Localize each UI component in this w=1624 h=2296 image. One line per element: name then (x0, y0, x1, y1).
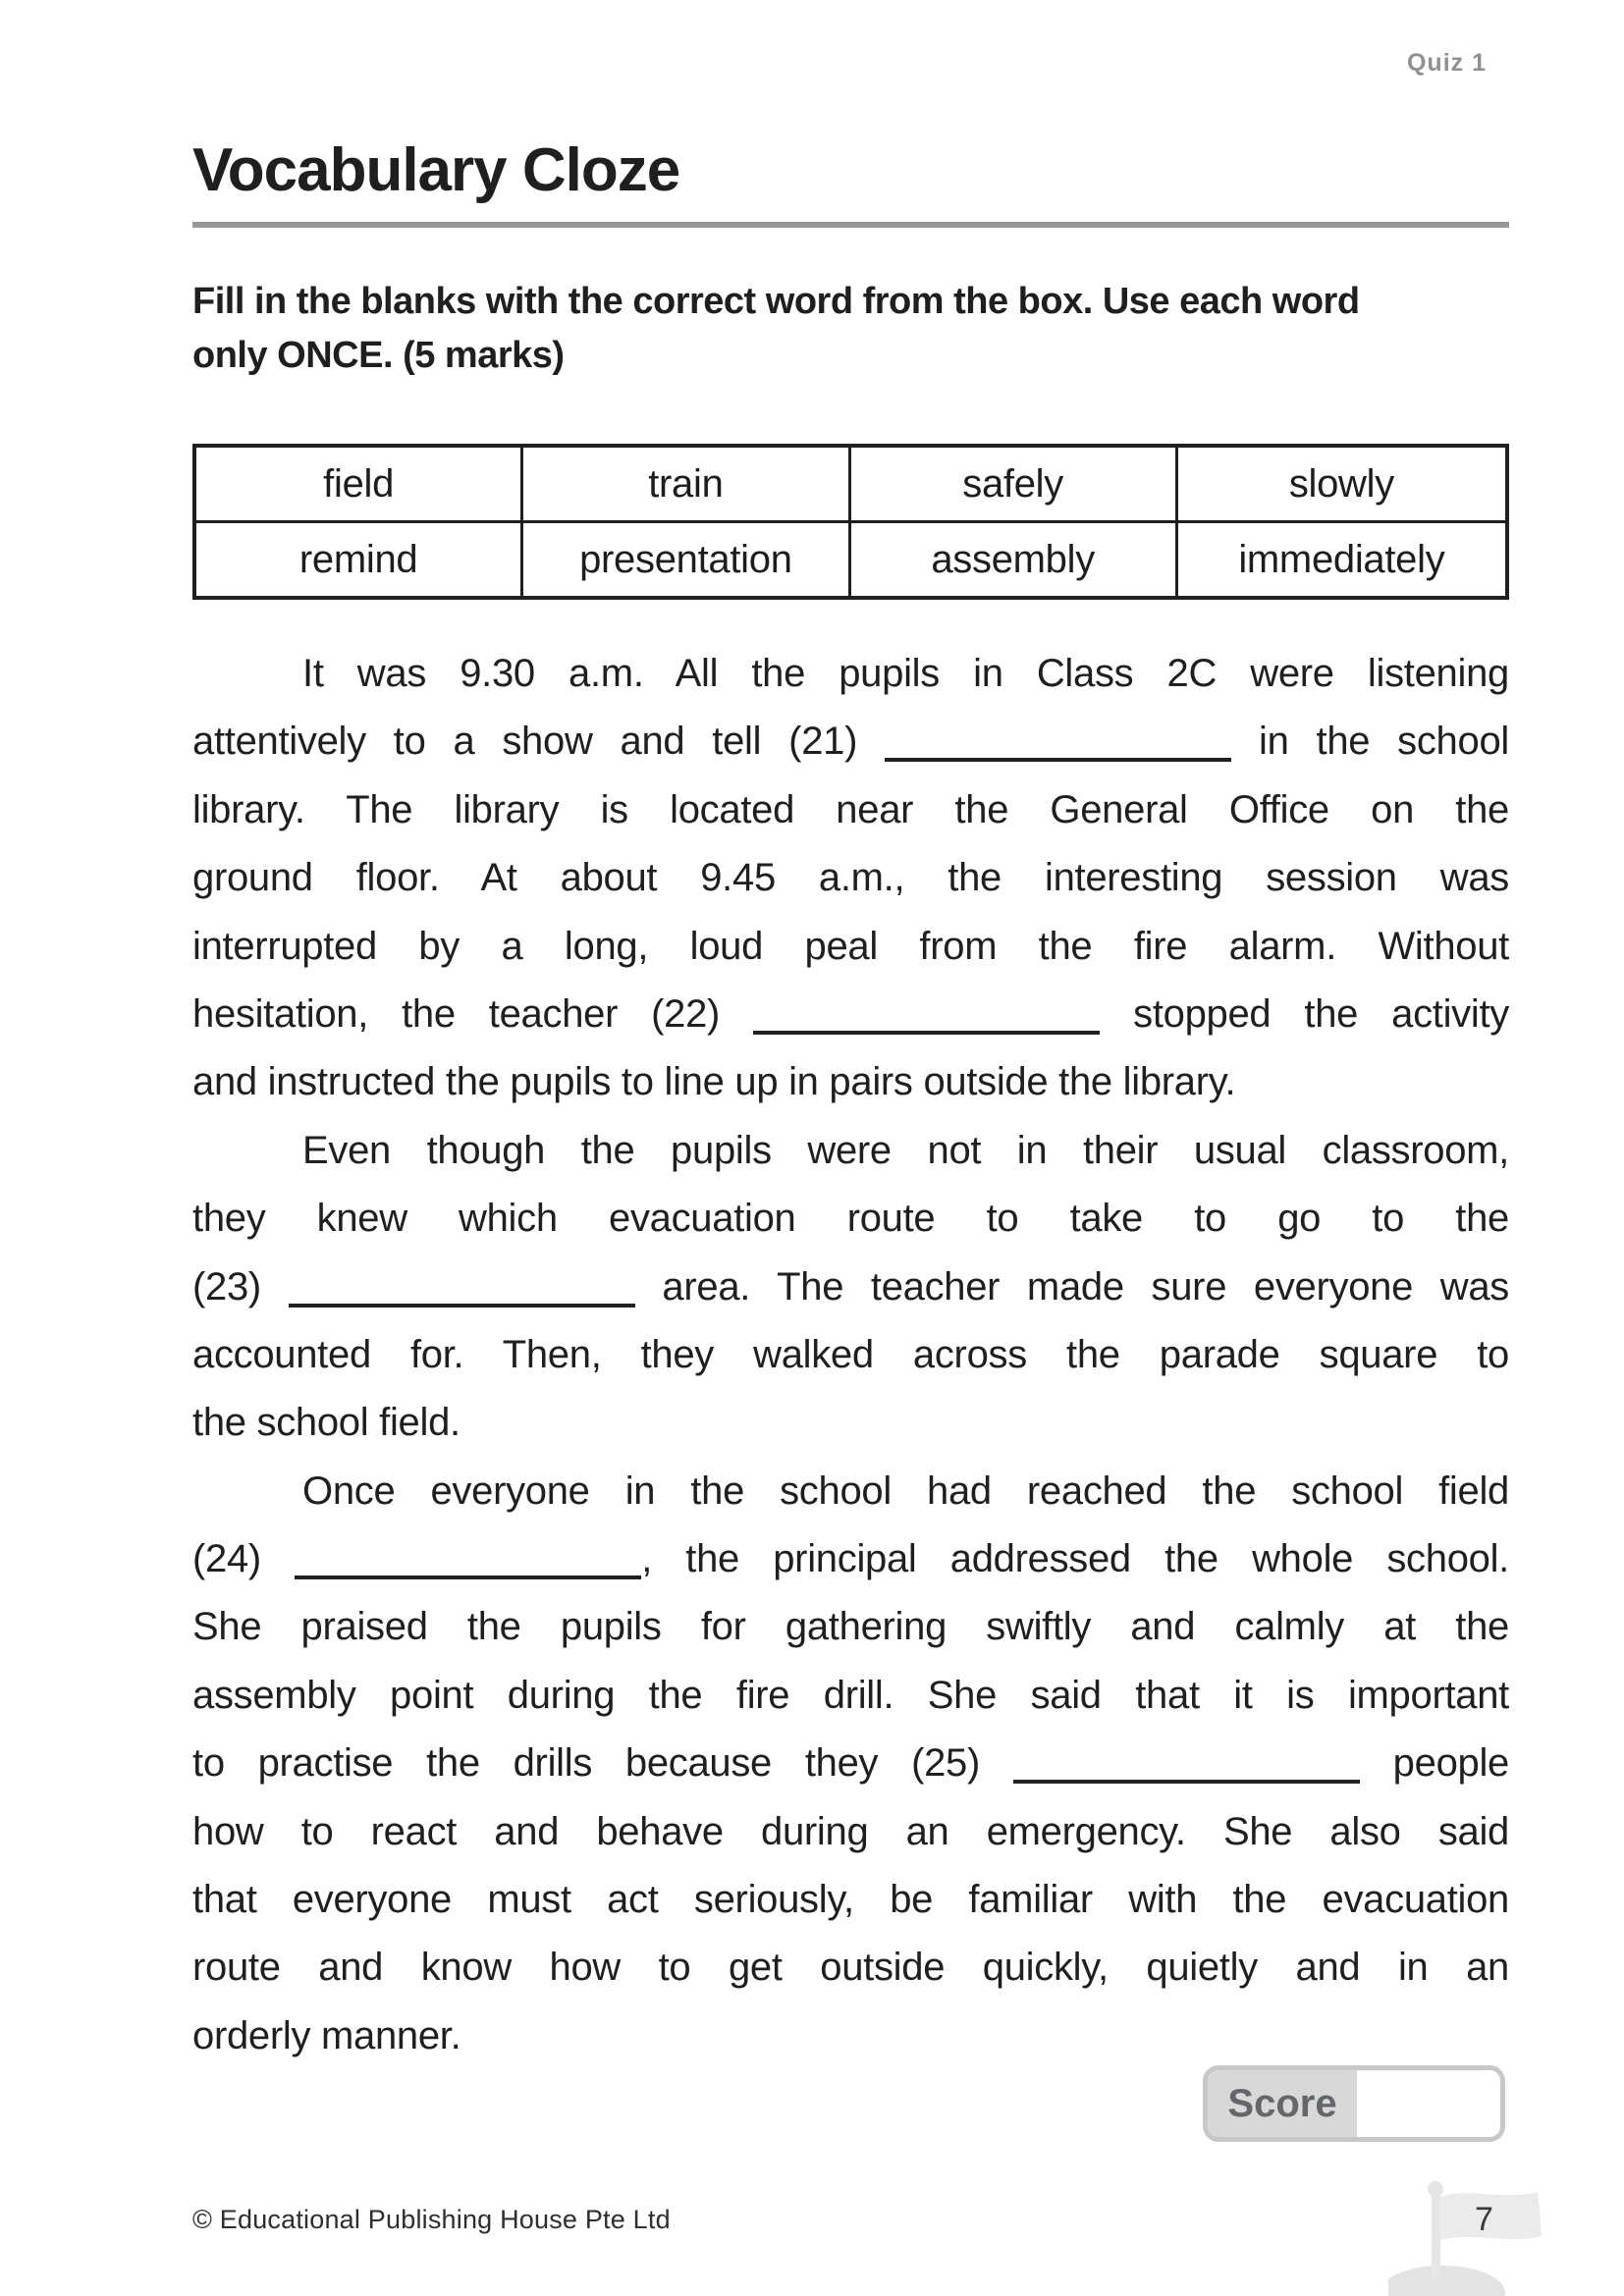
title-rule (192, 222, 1509, 228)
passage-line-p1-6 (192, 981, 1509, 1048)
passage-line-p3-9 (192, 2002, 1509, 2070)
word-box (192, 444, 1509, 600)
passage-line-p2-4 (192, 1321, 1509, 1389)
passage-line-p2-3 (192, 1254, 1509, 1321)
score-box (1203, 2065, 1505, 2142)
passage-text: library. The library is located near the General Office on the (192, 787, 1509, 831)
passage-line-p1-7 (192, 1048, 1509, 1116)
passage-text: how to react and behave during an emergency. She also said (192, 1809, 1509, 1853)
passage-text: to practise the drills because they (25) (192, 1741, 1013, 1786)
passage-text: ground floor. At about 9.45 a.m., the interesting session was (192, 856, 1509, 900)
word-box-cell: remind (196, 523, 523, 596)
blank-25[interactable] (1013, 1768, 1360, 1784)
passage-text: in the school (1231, 720, 1509, 764)
passage-text: accounted for. Then, they walked across the parade square to (192, 1332, 1509, 1376)
passage-text: assembly point during the fire drill. She said that it is important (192, 1673, 1509, 1717)
passage-text: orderly manner. (192, 2013, 461, 2057)
passage-line-p3-2 (192, 1525, 1509, 1593)
passage-text: She praised the pupils for gathering swiftly and calmly at the (192, 1605, 1509, 1649)
passage-text: route and know how to get outside quickly, quietly and in an (192, 1946, 1509, 1990)
passage-text: (24) (192, 1537, 296, 1581)
quiz-label: Quiz 1 (1406, 49, 1487, 77)
passage-line-p3-5 (192, 1730, 1509, 1797)
passage-text: that everyone must act seriously, be familiar with the evacuation (192, 1878, 1509, 1922)
word-box-cell: immediately (1238, 537, 1445, 581)
page-number-flag (1388, 2177, 1595, 2296)
passage-text: stopped the activity (1100, 991, 1509, 1036)
passage-line-p3-7 (192, 1866, 1509, 1934)
word-box-cell: presentation (523, 523, 850, 596)
page-number: 7 (1475, 2201, 1493, 2238)
word-box-cell: assembly (851, 523, 1178, 596)
passage-line-p3-1 (192, 1458, 1509, 1525)
passage-text: the school field. (192, 1401, 460, 1445)
score-label: Score (1208, 2070, 1357, 2137)
passage-text: Once everyone in the school had reached the school field (302, 1468, 1509, 1513)
passage-text: attentively to a show and tell (21) (192, 720, 886, 764)
passage-text: (23) (192, 1264, 289, 1308)
passage (192, 640, 1509, 2070)
passage-line-p1-2 (192, 708, 1509, 775)
blank-24[interactable] (295, 1564, 641, 1579)
passage-text: Even though the pupils were not in their usual classroom, (302, 1128, 1509, 1172)
word-box-cell: train (523, 448, 850, 523)
passage-line-p1-3 (192, 776, 1509, 844)
passage-text: they knew which evacuation route to take to go to the (192, 1197, 1509, 1241)
instructions-line-2: only ONCE. (5 marks) (192, 335, 565, 376)
word-box-cell: slowly (1178, 448, 1505, 523)
passage-line-p3-3 (192, 1593, 1509, 1661)
passage-line-p3-6 (192, 1798, 1509, 1866)
word-box-cell: field (196, 448, 523, 523)
word-box-cell: safely (851, 448, 1178, 523)
passage-text: area. The teacher made sure everyone was (634, 1264, 1510, 1308)
page-title: Vocabulary Cloze (192, 136, 680, 204)
passage-text: interrupted by a long, loud peal from the fire alarm. Without (192, 924, 1509, 968)
passage-line-p3-4 (192, 1662, 1509, 1730)
passage-text: and instructed the pupils to line up in pairs outside the library. (192, 1060, 1236, 1104)
instructions-line-1: Fill in the blanks with the correct word from the box. Use each word (192, 281, 1360, 322)
passage-line-p3-8 (192, 1934, 1509, 2002)
passage-line-p2-5 (192, 1389, 1509, 1457)
passage-line-p2-2 (192, 1185, 1509, 1253)
footer-copyright: © Educational Publishing House Pte Ltd (192, 2205, 671, 2234)
blank-21[interactable] (885, 746, 1231, 762)
blank-23[interactable] (289, 1292, 635, 1308)
passage-text: It was 9.30 a.m. All the pupils in Class 2C were listening (302, 652, 1509, 695)
passage-line-p1-4 (192, 844, 1509, 912)
score-value-field[interactable] (1357, 2070, 1500, 2137)
passage-text: , the principal addressed the whole school. (641, 1537, 1509, 1581)
blank-22[interactable] (753, 1019, 1100, 1035)
passage-line-p2-1 (192, 1117, 1509, 1185)
passage-text: people (1359, 1741, 1509, 1786)
passage-line-p1-5 (192, 913, 1509, 981)
passage-text: hesitation, the teacher (22) (192, 991, 754, 1036)
instructions (192, 275, 1509, 383)
passage-line-p1-1 (192, 640, 1509, 708)
